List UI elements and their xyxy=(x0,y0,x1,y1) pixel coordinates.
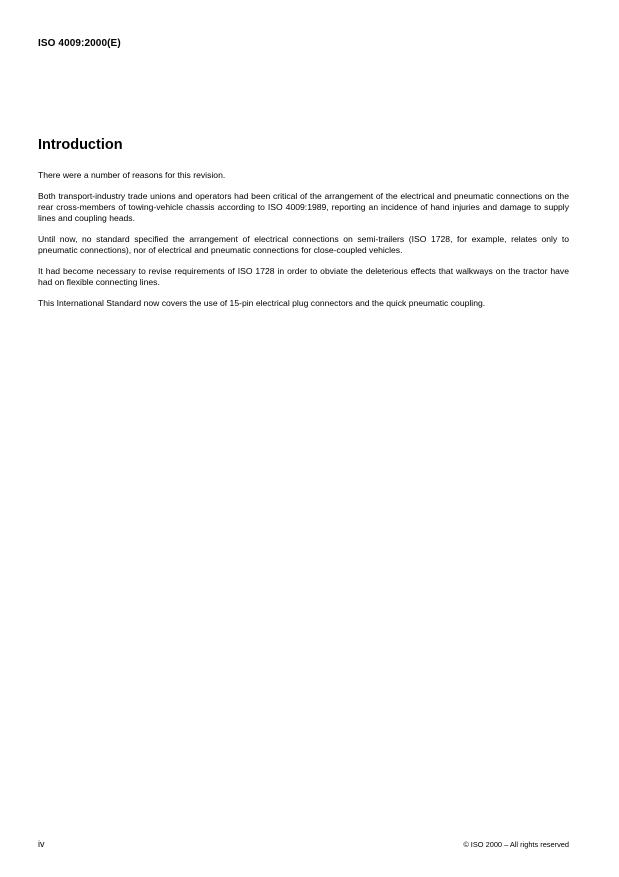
section-title: Introduction xyxy=(38,137,123,153)
paragraph-5: This International Standard now covers the use of 15-pin electrical plug connectors and the quick pneumatic coupling. xyxy=(38,297,486,308)
section-body xyxy=(38,170,569,318)
copyright-notice: © ISO 2000 – All rights reserved xyxy=(463,840,569,849)
page-number: iv xyxy=(38,839,45,849)
paragraph-1: There were a number of reasons for this revision. xyxy=(38,170,226,180)
paragraph-4: It had become necessary to revise requirements of ISO 1728 in order to obviate the deleterious effects that walkways on the tractor have had on flexible connecting lines. xyxy=(38,265,569,287)
paragraph-2: Both transport-industry trade unions and operators had been critical of the arrangement of the electrical and pneumatic connections on the rear cross-members of towing-vehicle chassis according to ISO 4009:1989, reporting an incidence of hand injuries and damage to supply lines and coupling heads. xyxy=(38,190,569,224)
paragraph-3: Until now, no standard specified the arrangement of electrical connections on semi-trailers (ISO 1728, for example, relates only to pneumatic connections), nor of electrical and pneumatic connections for close-coupled vehicles. xyxy=(38,233,569,256)
document-id: ISO 4009:2000(E) xyxy=(38,38,121,49)
